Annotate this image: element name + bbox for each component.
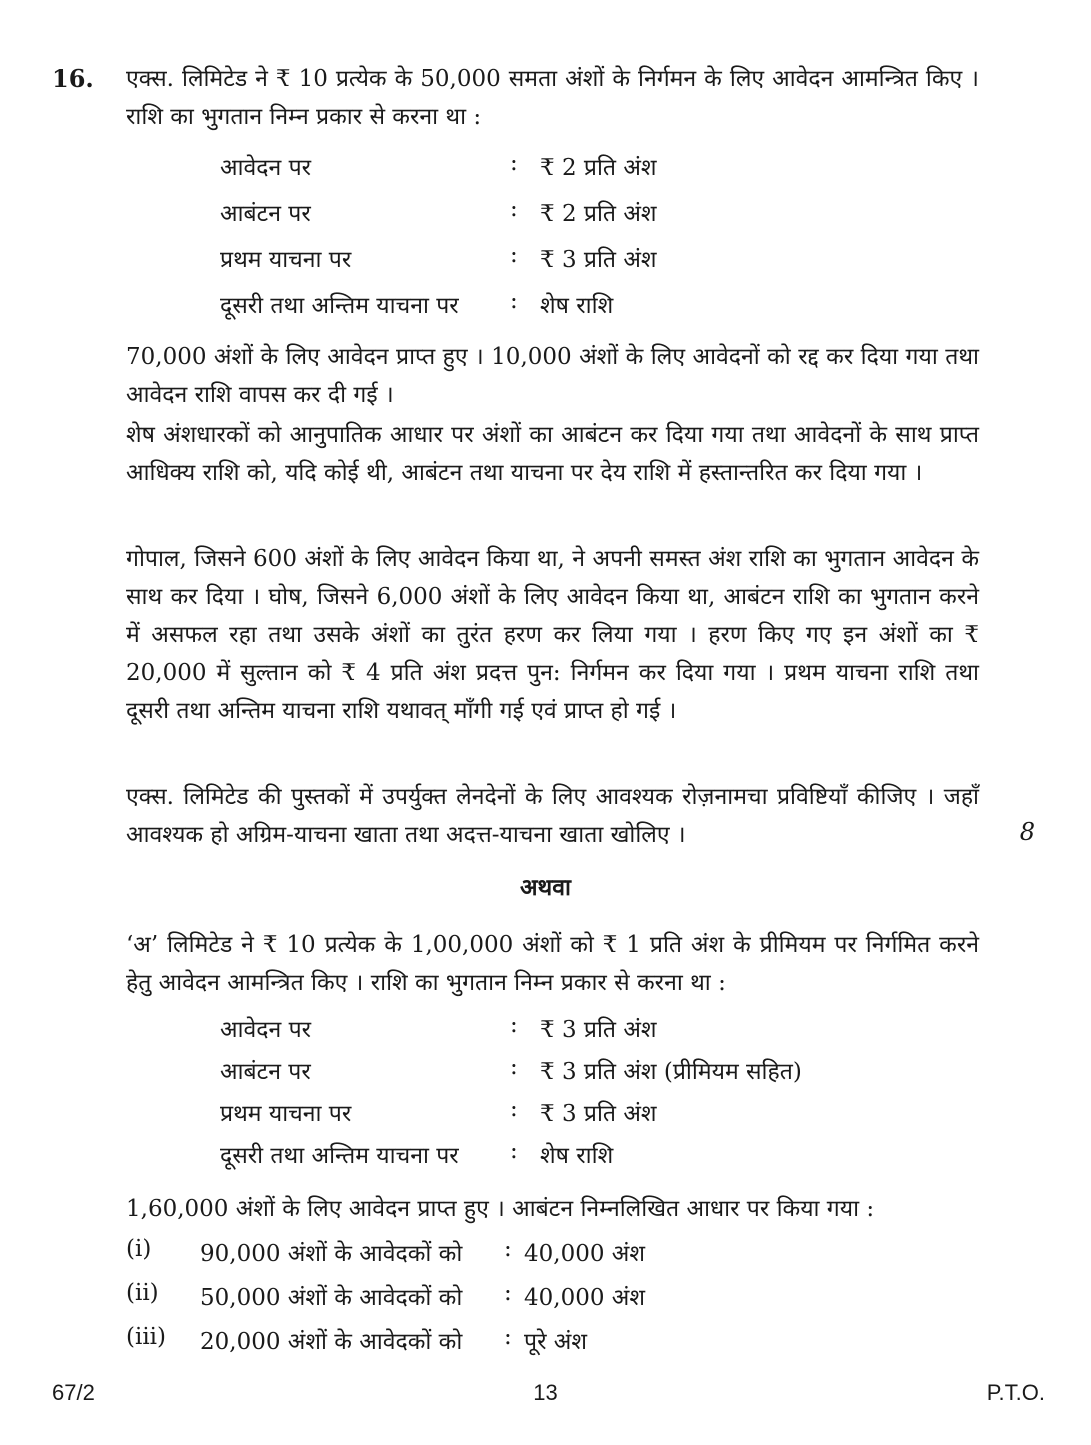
schedule-label: प्रथम याचना पर — [220, 247, 352, 273]
allotment-label: 50,000 अंशों के आवेदकों को — [200, 1285, 463, 1311]
pto-label: P.T.O. — [986, 1380, 1045, 1405]
alternative-applications: 1,60,000 अंशों के लिए आवेदन प्राप्त हुए । आबंटन निम्नलिखित आधार पर किया गया : — [126, 1196, 875, 1222]
schedule-value: ₹ 3 प्रति अंश (प्रीमियम सहित) — [540, 1059, 802, 1085]
allotment-label: 90,000 अंशों के आवेदकों को — [200, 1241, 463, 1267]
or-heading: अथवा — [519, 874, 571, 901]
allotment-value: 40,000 अंश — [524, 1241, 646, 1267]
alternative-intro: ‘अ’ लिमिटेड ने ₹ 10 प्रत्येक के 1,00,000 अंशों को ₹ 1 प्रति अंश के प्रीमियम पर निर्गमित करने हेतु आवेदन आमन्त्रित किए । राशि का भुगतान निम्न प्रकार से करना था : — [126, 932, 979, 996]
schedule-colon: : — [510, 1138, 518, 1164]
allotment-value: 40,000 अंश — [524, 1285, 646, 1311]
marks-label: 8 — [1019, 818, 1035, 846]
schedule-value: शेष राशि — [540, 293, 614, 319]
allotment-colon: : — [504, 1280, 512, 1306]
question-intro: एक्स. लिमिटेड ने ₹ 10 प्रत्येक के 50,000 समता अंशों के निर्गमन के लिए आवेदन आमन्त्रित किए । राशि का भुगतान निम्न प्रकार से करना था : — [126, 66, 979, 130]
allotment-list — [126, 1236, 826, 1368]
schedule-colon: : — [510, 1054, 518, 1080]
schedule-label: दूसरी तथा अन्तिम याचना पर — [220, 1143, 459, 1169]
payment-schedule — [220, 150, 920, 334]
schedule-label: दूसरी तथा अन्तिम याचना पर — [220, 293, 459, 319]
allotment-row — [126, 1236, 826, 1280]
schedule-label: आबंटन पर — [220, 1059, 311, 1085]
paragraph-forfeiture: गोपाल, जिसने 600 अंशों के लिए आवेदन किया था, ने अपनी समस्त अंश राशि का भुगतान आवेदन के साथ कर दिया । घोष, जिसने 6,000 अंशों के लिए आवेदन किया था, आबंटन राशि का भुगतान करने में असफल रहा तथा उसके अंशों का तुरंत हरण कर लिया गया । हरण किए गए इन अंशों का ₹ 20,000 में सुल्तान को ₹ 4 प्रति अंश प्रदत्त पुन: निर्गमन कर दिया गया । प्रथम याचना राशि तथा दूसरी तथा अन्तिम याचना राशि यथावत् माँगी गई एवं प्राप्त हो गई । — [126, 546, 979, 724]
allotment-row — [126, 1280, 826, 1324]
schedule-row — [220, 196, 920, 242]
paragraph-instruction: एक्स. लिमिटेड की पुस्तकों में उपर्युक्त लेनदेनों के लिए आवश्यक रोज़नामचा प्रविष्टियाँ कीजिए । जहाँ आवश्यक हो अग्रिम-याचना खाता तथा अदत्त-याचना खाता खोलिए । — [126, 784, 979, 848]
alternative-payment-schedule — [220, 1012, 920, 1180]
schedule-row — [220, 1138, 920, 1180]
paper-code: 67/2 — [52, 1380, 95, 1405]
schedule-value: शेष राशि — [540, 1143, 614, 1169]
schedule-row — [220, 1054, 920, 1096]
allotment-row — [126, 1324, 826, 1368]
schedule-colon: : — [510, 150, 518, 176]
schedule-row — [220, 1096, 920, 1138]
schedule-value: ₹ 2 प्रति अंश — [540, 201, 657, 227]
schedule-label: आबंटन पर — [220, 201, 311, 227]
schedule-colon: : — [510, 242, 518, 268]
paragraph-pro-rata: शेष अंशधारकों को आनुपातिक आधार पर अंशों का आबंटन कर दिया गया तथा आवेदनों के साथ प्राप्त आधिक्य राशि को, यदि कोई थी, आबंटन तथा याचना पर देय राशि में हस्तान्तरित कर दिया गया । — [126, 422, 979, 486]
schedule-label: आवेदन पर — [220, 155, 312, 181]
schedule-colon: : — [510, 196, 518, 222]
schedule-row — [220, 242, 920, 288]
schedule-label: प्रथम याचना पर — [220, 1101, 352, 1127]
schedule-value: ₹ 2 प्रति अंश — [540, 155, 657, 181]
schedule-row — [220, 288, 920, 334]
schedule-colon: : — [510, 1012, 518, 1038]
schedule-value: ₹ 3 प्रति अंश — [540, 247, 657, 273]
question-number: 16. — [52, 64, 94, 93]
schedule-value: ₹ 3 प्रति अंश — [540, 1101, 657, 1127]
allotment-number: (ii) — [126, 1280, 159, 1306]
schedule-colon: : — [510, 1096, 518, 1122]
schedule-row — [220, 1012, 920, 1054]
schedule-value: ₹ 3 प्रति अंश — [540, 1017, 657, 1043]
schedule-label: आवेदन पर — [220, 1017, 312, 1043]
allotment-number: (iii) — [126, 1324, 167, 1350]
page-number: 13 — [533, 1380, 558, 1405]
allotment-number: (i) — [126, 1236, 152, 1262]
allotment-label: 20,000 अंशों के आवेदकों को — [200, 1329, 463, 1355]
schedule-row — [220, 150, 920, 196]
allotment-colon: : — [504, 1236, 512, 1262]
allotment-value: पूरे अंश — [524, 1329, 587, 1355]
paragraph-applications: 70,000 अंशों के लिए आवेदन प्राप्त हुए । 10,000 अंशों के लिए आवेदनों को रद्द कर दिया गया तथा आवेदन राशि वापस कर दी गई । — [126, 344, 979, 408]
allotment-colon: : — [504, 1324, 512, 1350]
schedule-colon: : — [510, 288, 518, 314]
